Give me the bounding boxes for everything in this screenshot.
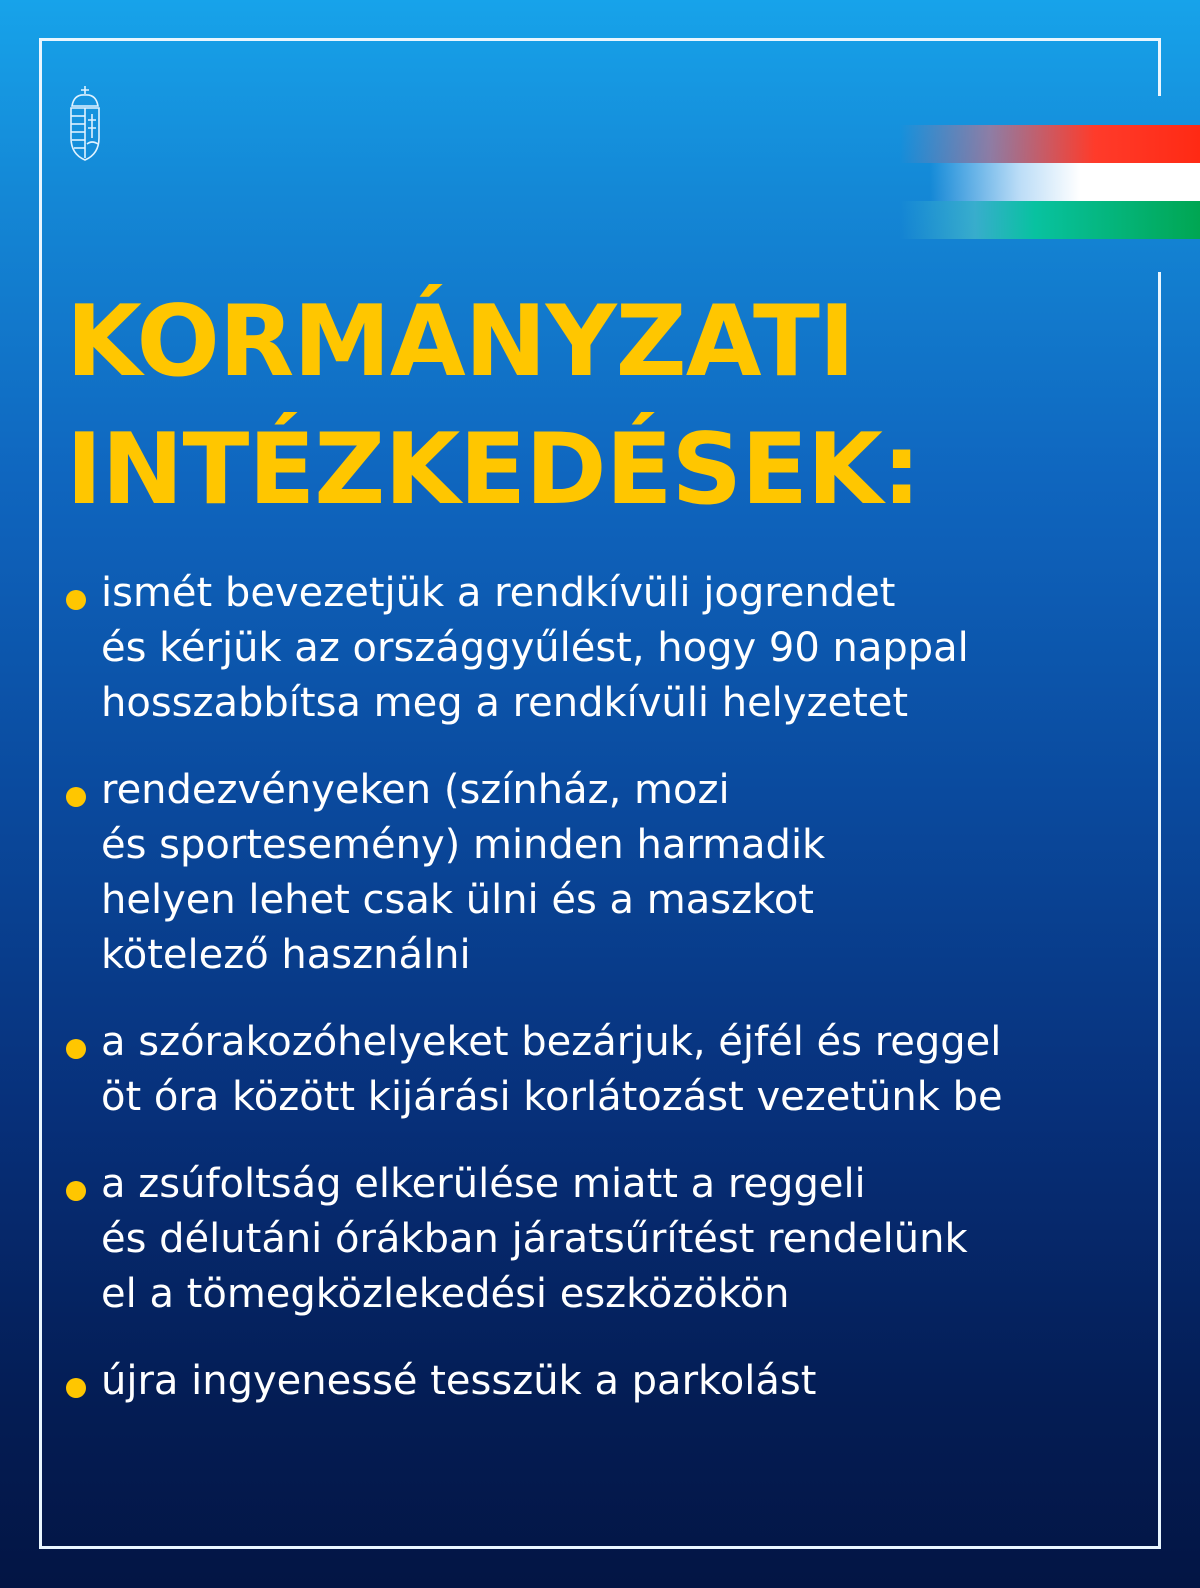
frame-bottom [39, 1546, 1161, 1549]
item-text-line: el a tömegközlekedési eszközökön [101, 1271, 790, 1317]
item-text-line: újra ingyenessé tesszük a parkolást [101, 1358, 817, 1404]
list-item [66, 763, 1146, 983]
measures-list [66, 566, 1146, 1441]
flag-stripe-red [900, 125, 1200, 163]
flag-stripe-green [900, 201, 1200, 239]
page-title [66, 278, 920, 534]
frame-left [39, 38, 42, 1549]
item-text-line: öt óra között kijárási korlátozást vezetünk be [101, 1074, 1003, 1120]
bullet-dot-icon [66, 1039, 86, 1059]
frame-top [39, 38, 1161, 41]
flag-stripe-white [900, 163, 1200, 201]
bullet-dot-icon [66, 1181, 86, 1201]
frame-right-top [1158, 38, 1161, 96]
item-text-line: kötelező használni [101, 932, 471, 978]
item-text-line: és kérjük az országgyűlést, hogy 90 nappal [101, 625, 969, 671]
item-text-line: a szórakozóhelyeket bezárjuk, éjfél és reggel [101, 1019, 1002, 1065]
hungarian-flag-graphic [900, 125, 1200, 239]
frame-right-bottom [1158, 272, 1161, 1549]
bullet-dot-icon [66, 787, 86, 807]
item-text-line: helyen lehet csak ülni és a maszkot [101, 877, 814, 923]
item-text-line: ismét bevezetjük a rendkívüli jogrendet [101, 570, 896, 616]
title-line-2: INTÉZKEDÉSEK: [66, 413, 921, 527]
item-text-line: és délutáni órákban járatsűrítést rendelünk [101, 1216, 968, 1262]
title-line-1: KORMÁNYZATI [66, 285, 855, 399]
coat-of-arms-icon [66, 84, 104, 164]
bullet-dot-icon [66, 590, 86, 610]
bullet-dot-icon [66, 1378, 86, 1398]
list-item [66, 1015, 1146, 1125]
list-item [66, 566, 1146, 731]
list-item [66, 1157, 1146, 1322]
item-text-line: és sportesemény) minden harmadik [101, 822, 826, 868]
item-text-line: hosszabbítsa meg a rendkívüli helyzetet [101, 680, 909, 726]
list-item [66, 1354, 1146, 1409]
item-text-line: rendezvényeken (színház, mozi [101, 767, 730, 813]
item-text-line: a zsúfoltság elkerülése miatt a reggeli [101, 1161, 866, 1207]
